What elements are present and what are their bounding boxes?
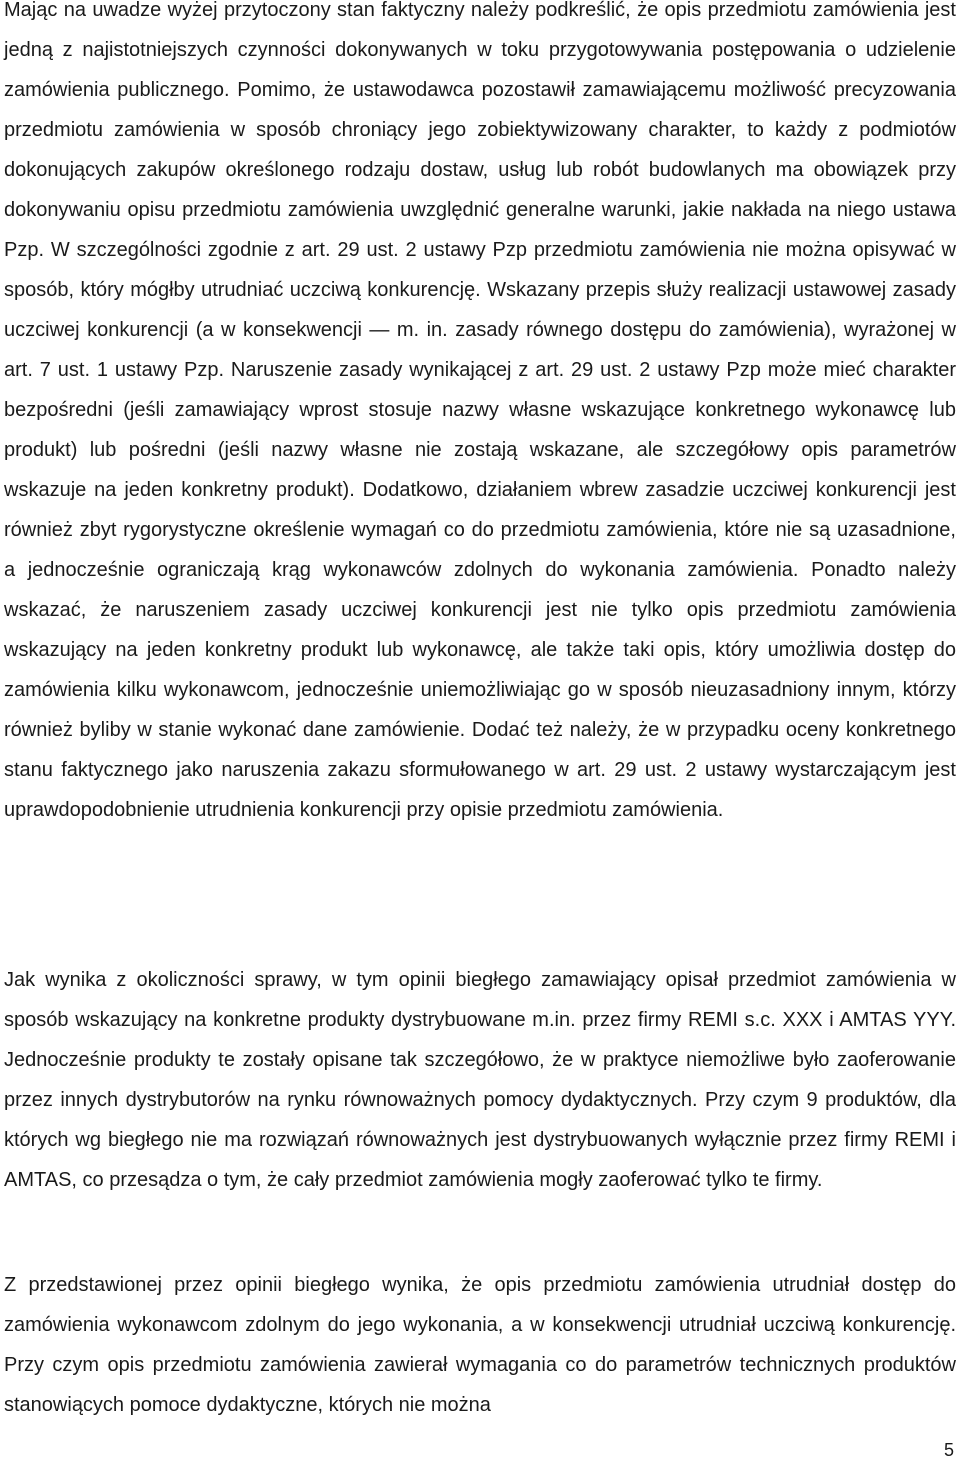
paragraph-2: Jak wynika z okoliczności sprawy, w tym opinii biegłego zamawiający opisał przedmiot zamówienia w sposób wskazujący na konkretne produkty dystrybuowane m.in. przez firmy REMI s.c. XXX i AMTAS YYY. Jednocześnie produkty te zostały opisane tak szczegółowo, że w praktyce niemożliwe było zaoferowanie przez innych dystrybutorów na rynku równoważnych pomocy dydaktycznych. Przy czym 9 produktów, dla których wg biegłego nie ma rozwiązań równoważnych jest dystrybuowanych wyłącznie przez firmy REMI i AMTAS, co przesądza o tym, że cały przedmiot zamówienia mogły zaoferować tylko te firmy. <box>4 969 956 1191</box>
paragraph-3: Z przedstawionej przez opinii biegłego wynika, że opis przedmiotu zamówienia utrudniał dostęp do zamówienia wykonawcom zdolnym do jego wykonania, a w konsekwencji utrudniał uczciwą konkurencję. Przy czym opis przedmiotu zamówienia zawierał wymagania co do parametrów technicznych produktów stanowiących pomoce dydaktyczne, których nie można <box>4 1274 956 1416</box>
page-number: 5 <box>943 1440 954 1460</box>
paragraph-1: Mając na uwadze wyżej przytoczony stan faktyczny należy podkreślić, że opis przedmiotu zamówienia jest jedną z najistotniejszych czynności dokonywanych w toku przygotowywania postępowania o udzielenie zamówienia publicznego. Pomimo, że ustawodawca pozostawił zamawiającemu możliwość precyzowania przedmiotu zamówienia w sposób chroniący jego zobiektywizowany charakter, to każdy z podmiotów dokonujących zakupów określonego rodzaju dostaw, usług lub robót budowlanych ma obowiązek przy dokonywaniu opisu przedmiotu zamówienia uwzględnić generalne warunki, jakie nakłada na niego ustawa Pzp. W szczególności zgodnie z art. 29 ust. 2 ustawy Pzp przedmiotu zamówienia nie można opisywać w sposób, który mógłby utrudniać uczciwą konkurencję. Wskazany przepis służy realizacji ustawowej zasady uczciwej konkurencji (a w konsekwencji — m. in. zasady równego dostępu do zamówienia), wyrażonej w art. 7 ust. 1 ustawy Pzp. Naruszenie zasady wynikającej z art. 29 ust. 2 ustawy Pzp może mieć charakter bezpośredni (jeśli zamawiający wprost stosuje nazwy własne wskazujące konkretnego wykonawcę lub produkt) lub pośredni (jeśli nazwy własne nie zostają wskazane, ale szczegółowy opis parametrów wskazuje na jeden konkretny produkt). Dodatkowo, działaniem wbrew zasadzie uczciwej konkurencji jest również zbyt rygorystyczne określenie wymagań co do przedmiotu zamówienia, które nie są uzasadnione, a jednocześnie ograniczają krąg wykonawców zdolnych do wykonania zamówienia. Ponadto należy wskazać, że naruszeniem zasady uczciwej konkurencji jest nie tylko opis przedmiotu zamówienia wskazujący na jeden konkretny produkt lub wykonawcę, ale także taki opis, który umożliwia dostęp do zamówienia kilku wykonawcom, jednocześnie uniemożliwiając go w sposób nieuzasadniony innym, którzy również byliby w stanie wykonać dane zamówienie. Dodać też należy, że w przypadku oceny konkretnego stanu faktycznego jako naruszenia zakazu sformułowanego w art. 29 ust. 2 ustawy wystarczającym jest uprawdopodobnienie utrudnienia konkurencji przy opisie przedmiotu zamówienia. <box>4 0 956 821</box>
